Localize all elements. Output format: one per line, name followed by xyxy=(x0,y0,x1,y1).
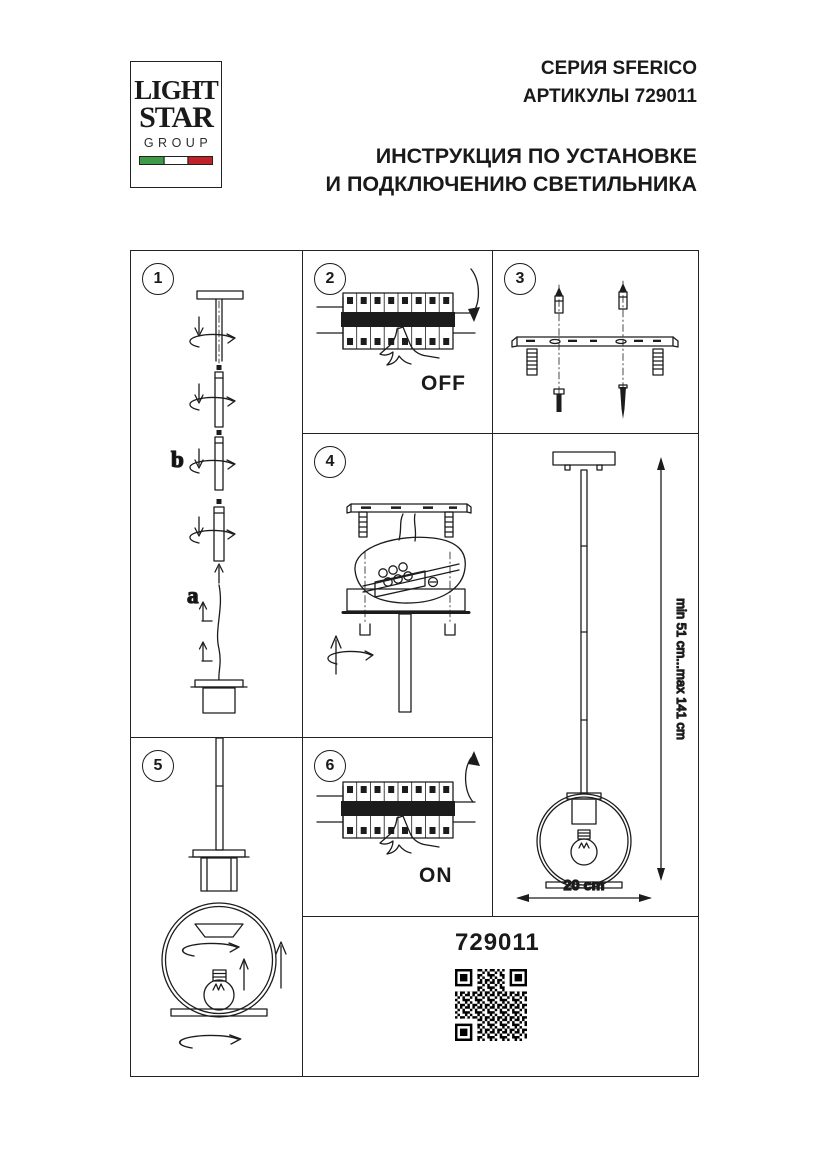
rod xyxy=(581,470,587,793)
rotation-arrow-icon xyxy=(180,1035,241,1048)
turn-off-arrow-icon xyxy=(468,269,480,322)
italian-flag-icon xyxy=(139,156,213,165)
lamp-socket xyxy=(567,793,601,824)
width-dimension-label: 20 cm xyxy=(563,878,605,894)
lamp-socket xyxy=(191,680,247,713)
steps-grid xyxy=(130,250,699,1077)
step3-panel xyxy=(493,251,698,434)
power-cable xyxy=(218,585,221,680)
step2-number-badge: 2 xyxy=(314,263,346,295)
threaded-stud xyxy=(359,512,367,537)
down-arrow-icon xyxy=(195,317,203,336)
series-title: СЕРИЯ SFERICO xyxy=(540,58,697,79)
hand-icon xyxy=(380,327,439,365)
rod-segment-3 xyxy=(214,507,224,561)
step2-panel xyxy=(303,251,493,434)
rod-segment-2 xyxy=(215,437,223,490)
rod xyxy=(216,738,223,850)
step4-wiring-diagram xyxy=(303,434,491,735)
screw xyxy=(619,385,627,419)
turn-on-arrow-icon xyxy=(466,751,480,802)
ceiling-canopy xyxy=(553,452,615,470)
height-dimension-arrow xyxy=(657,457,665,881)
diffuser-ring xyxy=(195,924,243,937)
logo-word-star: STAR xyxy=(139,101,213,134)
threaded-stud xyxy=(527,349,537,375)
instruction-title-line2: И ПОДКЛЮЧЕНИЮ СВЕТИЛЬНИКА xyxy=(325,172,697,196)
circuit-breaker xyxy=(317,293,475,349)
step5-globe-assembly-diagram xyxy=(131,738,301,1074)
up-arrow-icon xyxy=(276,942,286,988)
step6-panel xyxy=(303,738,493,917)
dimensions-panel xyxy=(493,434,698,917)
step4-number-badge: 4 xyxy=(314,446,346,478)
step1-number-badge: 1 xyxy=(142,263,174,295)
up-arrow-icon xyxy=(240,959,248,990)
rotation-arrow-icon xyxy=(190,397,235,410)
rod xyxy=(399,614,411,712)
article-qr-panel xyxy=(303,917,698,1076)
instruction-title-line1: ИНСТРУКЦИЯ ПО УСТАНОВКЕ xyxy=(375,144,697,168)
cable-clip xyxy=(445,624,455,635)
step4-panel xyxy=(303,434,493,738)
rotation-arrow-icon xyxy=(183,943,239,956)
rotation-arrow-icon xyxy=(190,334,235,347)
cable-clip xyxy=(360,624,370,635)
step5-panel xyxy=(131,738,303,1076)
logo-word-light: LIGHT xyxy=(134,75,218,105)
up-arrow-icon xyxy=(200,602,213,621)
label-b: b xyxy=(171,447,184,472)
rotation-arrow-icon xyxy=(190,530,235,543)
circuit-breaker xyxy=(317,782,475,838)
terminal-block xyxy=(363,563,459,597)
width-dimension-arrow xyxy=(516,894,652,902)
ceiling-plate xyxy=(197,291,243,363)
threaded-stud xyxy=(653,349,663,375)
threaded-stud xyxy=(445,512,453,537)
step5-number-badge: 5 xyxy=(142,750,174,782)
step6-number-badge: 6 xyxy=(314,750,346,782)
lamp-socket xyxy=(189,850,249,891)
mounting-bar xyxy=(512,337,678,347)
qr-code xyxy=(455,969,527,1041)
up-arrow-icon xyxy=(200,642,213,661)
lightstar-logo xyxy=(130,61,222,188)
power-state-label: OFF xyxy=(421,372,466,395)
step3-number-badge: 3 xyxy=(504,263,536,295)
label-a: a xyxy=(187,583,199,608)
down-arrow-icon xyxy=(195,449,203,468)
pendant-lamp-dimensions-diagram xyxy=(493,434,696,914)
article-title: АРТИКУЛЫ 729011 xyxy=(522,86,697,107)
up-arrow-icon xyxy=(215,564,223,583)
hand-icon xyxy=(380,816,439,854)
step1-panel xyxy=(131,251,303,738)
up-arrow-icon xyxy=(331,636,341,674)
glass-globe xyxy=(537,794,631,888)
rotation-arrow-icon xyxy=(328,651,373,664)
light-bulb-icon xyxy=(204,970,234,1010)
height-dimension-label: min 51 cm...max 141 cm xyxy=(674,598,689,740)
rod-segment-1 xyxy=(215,372,223,427)
header-text xyxy=(326,55,697,198)
article-number: 729011 xyxy=(455,929,540,956)
step1-rod-assembly-diagram xyxy=(131,251,301,736)
logo-word-group: GROUP xyxy=(143,136,213,150)
glass-globe xyxy=(162,903,276,1017)
power-state-label: ON xyxy=(419,864,453,887)
rotation-arrow-icon xyxy=(190,460,235,473)
light-bulb-icon xyxy=(571,830,597,865)
